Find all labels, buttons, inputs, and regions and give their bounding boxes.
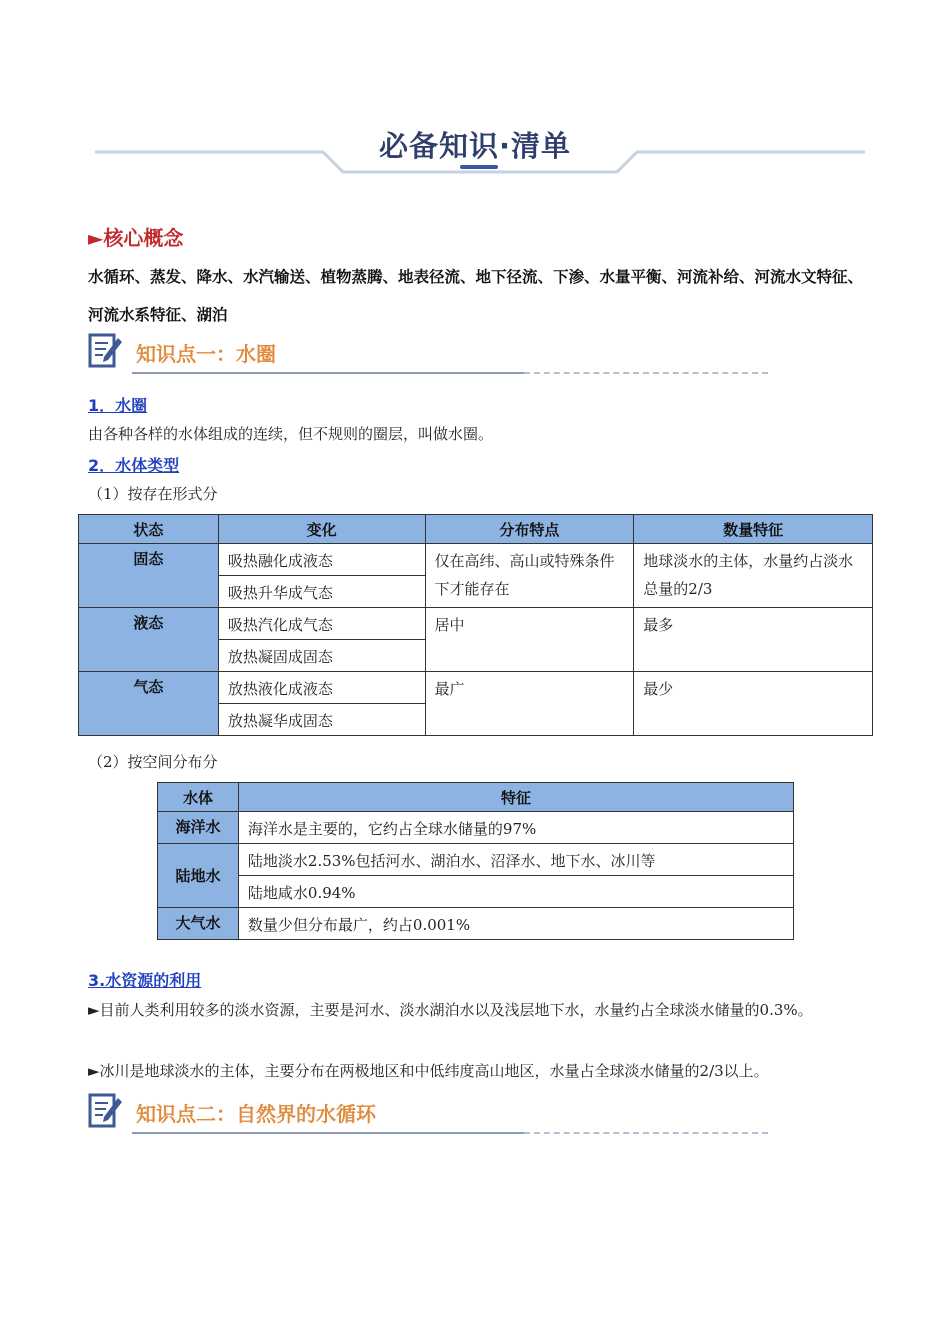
table-header: 水体 — [158, 783, 239, 812]
state-solid: 固态 — [79, 544, 219, 608]
table-row — [158, 844, 794, 876]
section-1-text: 由各种各样的水体组成的连续，但不规则的圈层，叫做水圈。 — [88, 425, 494, 443]
table-row — [79, 672, 873, 704]
table-cell: 仅在高纬、高山或特殊条件下才能存在 — [425, 544, 634, 608]
table-cell: 陆地咸水0.94% — [238, 876, 793, 908]
state-gas: 气态 — [79, 672, 219, 736]
table-header: 特征 — [238, 783, 793, 812]
divider — [132, 1132, 524, 1134]
section-3-paragraph-1: ►目前人类利用较多的淡水资源，主要是河水、淡水湖泊水以及浅层地下水，水量约占全球淡水储量的0.3%。 — [88, 1001, 813, 1019]
page-title: 必备知识·清单 — [378, 129, 572, 163]
table-header: 状态 — [79, 515, 219, 544]
section-3-heading: 3.水资源的利用 — [88, 971, 202, 990]
table-header: 变化 — [218, 515, 425, 544]
core-concepts-heading: ►核心概念 — [88, 226, 184, 250]
table-cell: 数量少但分布最广，约占0.001% — [238, 908, 793, 940]
table-cell: 放热凝华成固态 — [218, 704, 425, 736]
table-cell: 陆地淡水2.53%包括河水、湖泊水、沼泽水、地下水、冰川等 — [238, 844, 793, 876]
table-row — [79, 544, 873, 576]
section-3-paragraph-2: ►冰川是地球淡水的主体，主要分布在两极地区和中低纬度高山地区，水量占全球淡水储量的2/3以上。 — [88, 1062, 769, 1080]
table-row — [158, 812, 794, 844]
knowledge-point-2 — [88, 1092, 688, 1136]
table-cell: 吸热融化成液态 — [218, 544, 425, 576]
table-row — [158, 908, 794, 940]
table-cell: 吸热升华成气态 — [218, 576, 425, 608]
table-cell: 最少 — [634, 672, 873, 736]
table-header-row — [79, 515, 873, 544]
table-cell: 地球淡水的主体，水量约占淡水总量的2/3 — [634, 544, 873, 608]
water-air: 大气水 — [158, 908, 239, 940]
water-state-table — [78, 514, 873, 736]
note-pencil-icon — [88, 332, 124, 370]
knowledge-point-1-title: 知识点一：水圈 — [136, 342, 276, 366]
table-row — [79, 608, 873, 640]
knowledge-point-1 — [88, 332, 688, 376]
water-land: 陆地水 — [158, 844, 239, 908]
section-2-sub2: （2）按空间分布分 — [88, 753, 218, 771]
table-cell: 海洋水是主要的，它约占全球水储量的97% — [238, 812, 793, 844]
divider-dashed — [524, 1132, 768, 1134]
water-ocean: 海洋水 — [158, 812, 239, 844]
table-cell: 最广 — [425, 672, 634, 736]
table-cell: 放热凝固成固态 — [218, 640, 425, 672]
section-2-sub1: （1）按存在形式分 — [88, 485, 218, 503]
section-1-heading: 1．水圈 — [88, 396, 148, 415]
section-2-heading: 2．水体类型 — [88, 456, 180, 475]
divider — [132, 372, 524, 374]
note-pencil-icon — [88, 1092, 124, 1130]
divider-dashed — [524, 372, 768, 374]
table-cell: 最多 — [634, 608, 873, 672]
title-underline — [460, 165, 498, 169]
table-header-row — [158, 783, 794, 812]
table-cell: 放热液化成液态 — [218, 672, 425, 704]
state-liquid: 液态 — [79, 608, 219, 672]
table-cell: 吸热汽化成气态 — [218, 608, 425, 640]
core-concepts-terms: 水循环、蒸发、降水、水汽输送、植物蒸腾、地表径流、地下径流、下渗、水量平衡、河流补给、河流水文特征、河流水系特征、湖泊 — [88, 268, 864, 324]
table-cell: 居中 — [425, 608, 634, 672]
table-header: 分布特点 — [425, 515, 634, 544]
water-space-table — [157, 782, 794, 940]
table-header: 数量特征 — [634, 515, 873, 544]
knowledge-point-2-title: 知识点二：自然界的水循环 — [136, 1102, 376, 1126]
table-row — [158, 876, 794, 908]
